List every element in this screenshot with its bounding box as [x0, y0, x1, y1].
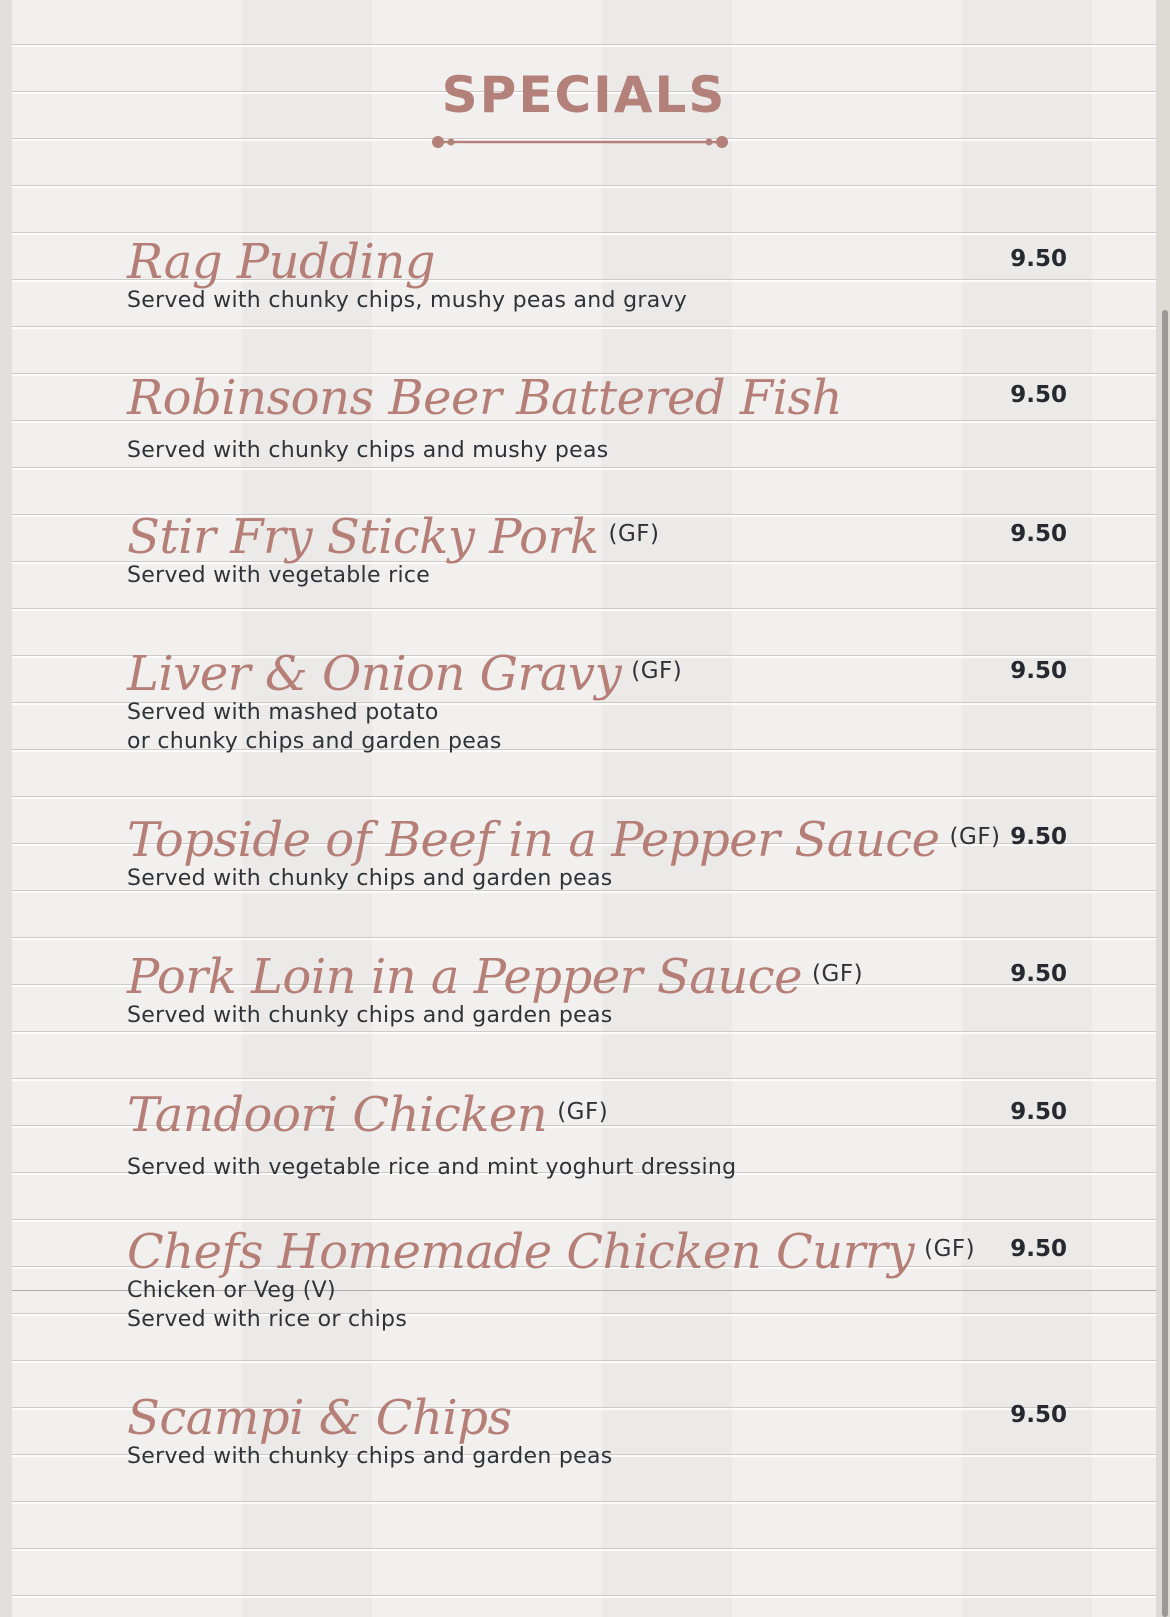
dish-description: Served with chunky chips and garden peas [127, 1003, 613, 1028]
menu-item [127, 921, 1067, 1030]
dish-price: 9.50 [1010, 1236, 1067, 1262]
dish-description: Served with chunky chips and garden peas [127, 1444, 613, 1469]
page-title: SPECIALS [441, 66, 727, 124]
dish-name: Pork Loin in a Pepper Sauce $^{(GF)}$ [127, 949, 864, 1005]
dish-price: 9.50 [1010, 1402, 1067, 1428]
menu-page [12, 0, 1156, 1617]
dish-name: Tandoori Chicken $^{(GF)}$ [127, 1087, 609, 1143]
dish-description: Chicken or Veg (V) Served with rice or chips [127, 1278, 408, 1332]
dish-name: Stir Fry Sticky Pork $^{(GF)}$ [127, 509, 660, 565]
page-frame-left [0, 0, 12, 1617]
dish-tag: (GF) [949, 824, 1001, 850]
dish-name: Liver & Onion Gravy $^{(GF)}$ [127, 646, 683, 702]
title-divider-ornament [430, 134, 730, 150]
menu-item [127, 1196, 1067, 1334]
dish-price: 9.50 [1010, 658, 1067, 684]
menu-item [127, 342, 1067, 465]
dish-price: 9.50 [1010, 521, 1067, 547]
scrollbar[interactable] [1162, 310, 1168, 1617]
dish-description: Served with mashed potato or chunky chips and garden peas [127, 700, 502, 754]
dish-description: Served with vegetable rice and mint yoghurt dressing [127, 1155, 737, 1180]
dish-price: 9.50 [1010, 382, 1067, 408]
dish-tag: (GF) [631, 658, 683, 684]
dish-price: 9.50 [1010, 961, 1067, 987]
menu-item [127, 1362, 1067, 1471]
dish-price: 9.50 [1010, 1099, 1067, 1125]
dish-tag: (GF) [608, 521, 660, 547]
dish-description: Served with chunky chips, mushy peas and gravy [127, 288, 688, 313]
menu-item [127, 784, 1067, 893]
dish-tag: (GF) [924, 1236, 976, 1262]
menu-item [127, 481, 1067, 590]
dish-tag: (GF) [557, 1099, 609, 1125]
dish-description: Served with vegetable rice [127, 563, 431, 588]
dish-price: 9.50 [1010, 246, 1067, 272]
menu-item [127, 1059, 1067, 1182]
dish-name: Robinsons Beer Battered Fish [127, 370, 843, 426]
dish-name: Topside of Beef in a Pepper Sauce $^{(GF)}$ [127, 812, 1001, 868]
dish-description: Served with chunky chips and garden peas [127, 866, 613, 891]
dish-name: Chefs Homemade Chicken Curry $^{(GF)}$ [127, 1224, 976, 1280]
dish-name: Rag Pudding [127, 234, 435, 290]
dish-tag: (GF) [812, 961, 864, 987]
dish-name: Scampi & Chips [127, 1390, 512, 1446]
dish-price: 9.50 [1010, 824, 1067, 850]
menu-item [127, 618, 1067, 756]
dish-description: Served with chunky chips and mushy peas [127, 438, 609, 463]
menu-item [127, 206, 1067, 315]
